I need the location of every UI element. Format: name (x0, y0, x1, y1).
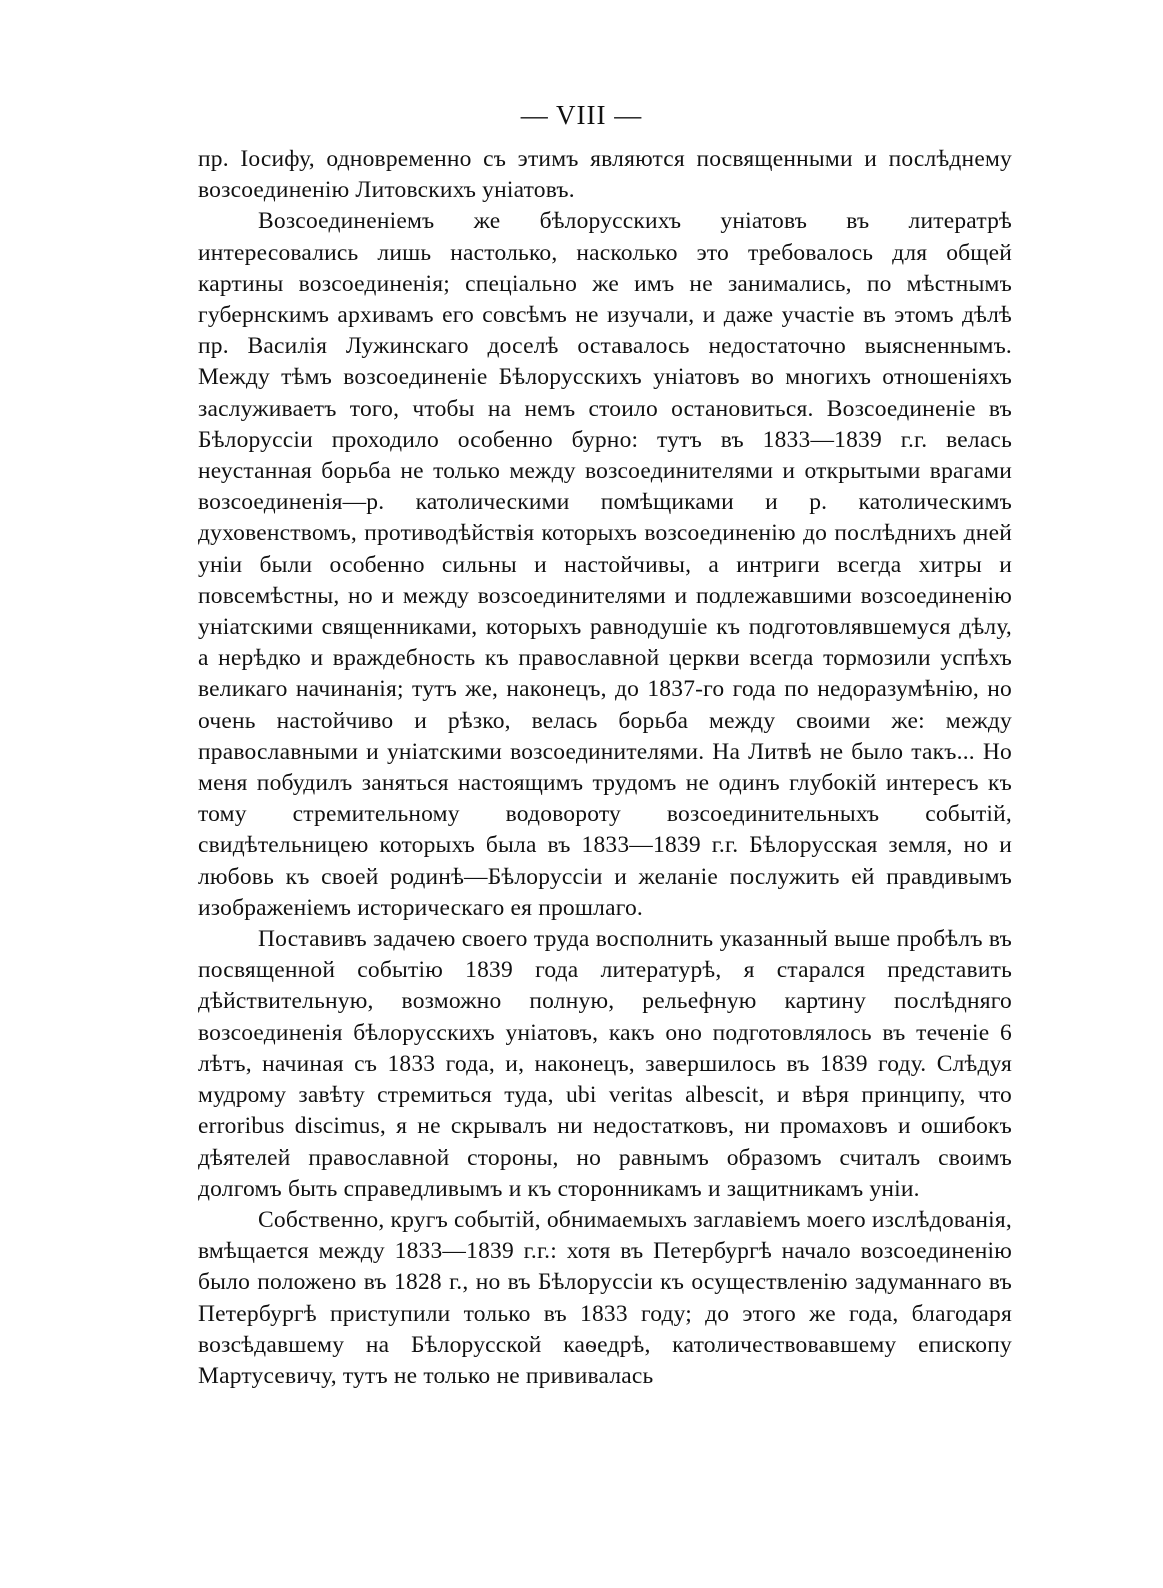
page-number: — VIII — (520, 100, 643, 130)
paragraph-3: Поставивъ задачею своего труда восполнить указанный выше пробѣлъ въ посвященной событію 1839 года литературѣ, я старался представить дѣйствительную, возможно полную, рельефную картину послѣдняго возсоединенія бѣлорусскихъ уніатовъ, какъ оно подготовлялось въ теченіе 6 лѣтъ, начиная съ 1833 года, и, наконецъ, завершилось въ 1839 году. Слѣдуя мудрому завѣту стремиться туда, ubi veritas albescit, и вѣря принципу, что erroribus discimus, я не скрывалъ ни недостатковъ, ни промаховъ и ошибокъ дѣятелей православной стороны, но равнымъ образомъ считалъ своимъ долгомъ быть справедливымъ и къ сторонникамъ и защитникамъ уніи. (198, 926, 1012, 1202)
body-text (198, 144, 1012, 1392)
paragraph-2: Возсоединеніемъ же бѣлорусскихъ уніатовъ въ литератрѣ интересовались лишь настолько, насколько это требовалось для общей картины возсоединенія; спеціально же имъ не занимались, по мѣстнымъ губернскимъ архивамъ его совсѣмъ не изучали, и даже участіе въ этомъ дѣлѣ пр. Василія Лужинскаго доселѣ оставалось недостаточно выясненнымъ. Между тѣмъ возсоединеніе Бѣлорусскихъ уніатовъ во многихъ отношеніяхъ заслуживаетъ того, чтобы на немъ стоило остановиться. Возсоединеніе въ Бѣлоруссіи проходило особенно бурно: тутъ въ 1833—1839 г.г. велась неустанная борьба не только между возсоединителями и открытыми врагами возсоединенія—р. католическими помѣщиками и р. католическимъ духовенствомъ, противодѣйствія которыхъ возсоединенію до послѣднихъ дней уніи были особенно сильны и настойчивы, а интриги всегда хитры и повсемѣстны, но и между возсоединителями и подлежавшими возсоединенію уніатскими священниками, которыхъ равнодушіе къ подготовлявшемуся дѣлу, а нерѣдко и враждебность къ православной церкви всегда тормозили успѣхъ великаго начинанія; тутъ же, наконецъ, до 1837-го года по недоразумѣнію, но очень настойчиво и рѣзко, велась борьба между своими же: между православными и уніатскими возсоединителями. На Литвѣ не было такъ... Но меня побудилъ заняться настоящимъ трудомъ не одинъ глубокій интересъ къ тому стремительному водовороту возсоединительныхъ событій, свидѣтельницею которыхъ была въ 1833—1839 г.г. Бѣлорусская земля, но и любовь къ своей родинѣ—Бѣлоруссіи и желаніе послужить ей правдивымъ изображеніемъ историческаго ея прошлаго. (198, 208, 1012, 921)
paragraph-1: пр. Іосифу, одновременно съ этимъ являются посвященными и послѣднему возсоединенію Литовскихъ уніатовъ. (198, 146, 1012, 204)
paragraph-4: Собственно, кругъ событій, обнимаемыхъ заглавіемъ моего изслѣдованія, вмѣщается между 1833—1839 г.г.: хотя въ Петербургѣ начало возсоединенію было положено въ 1828 г., но въ Бѣлоруссіи къ осуществленію задуманнаго въ Петербургѣ приступили только въ 1833 году; до этого же года, благодаря возсѣдавшему на Бѣлорусской каѳедрѣ, католичествовавшему епископу Мартусевичу, тутъ не только не прививалась (198, 1206, 1012, 1389)
